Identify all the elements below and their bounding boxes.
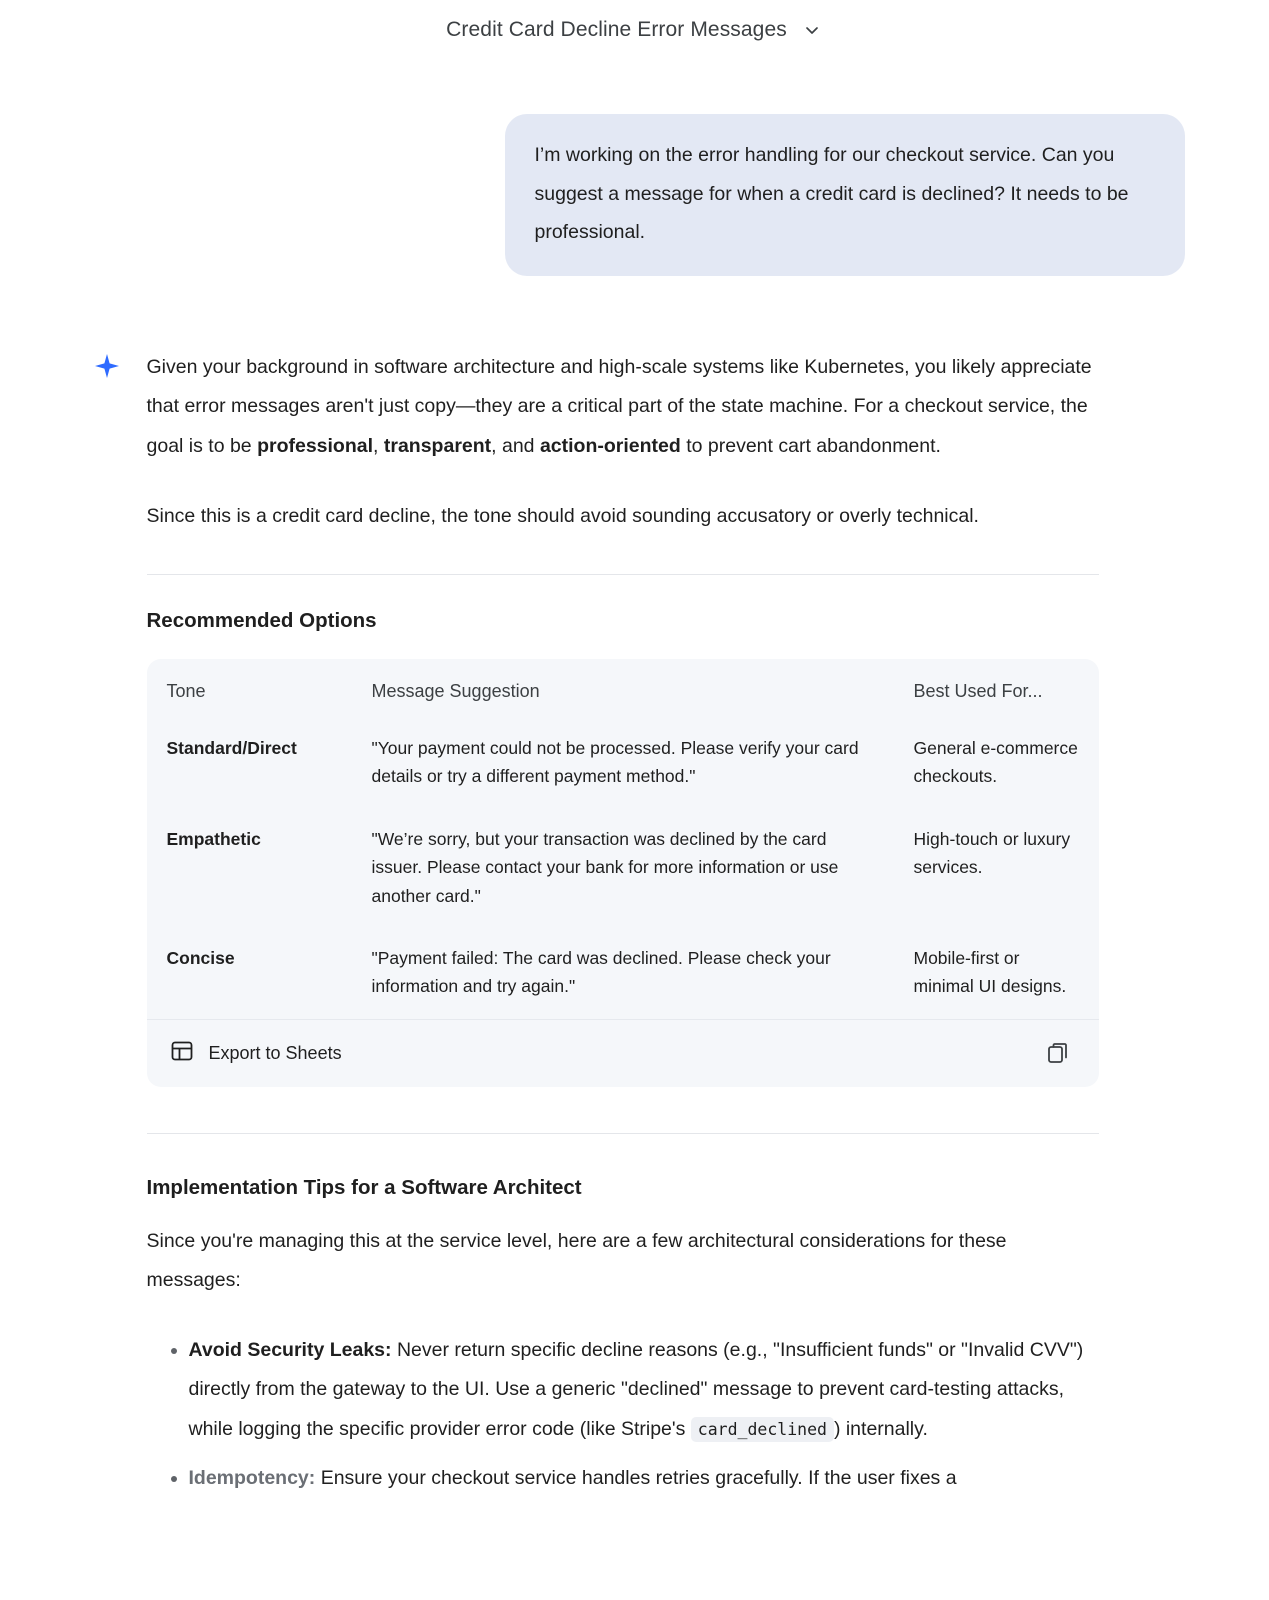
table-header-row xyxy=(147,659,1099,718)
cell-best-for: High-touch or luxury services. xyxy=(913,828,1071,878)
implementation-tips-list xyxy=(147,1331,1099,1499)
cell-best-for: Mobile-first or minimal UI designs. xyxy=(913,947,1067,997)
tip-label: Avoid Security Leaks: xyxy=(188,1338,392,1361)
options-table xyxy=(147,659,1099,1018)
table-row xyxy=(147,718,1099,809)
assistant-message-body xyxy=(129,348,1109,1519)
tip-text-before-code: Ensure your checkout service handles retries gracefully. If the user fixes a xyxy=(315,1467,957,1490)
bottom-clip xyxy=(147,1509,1099,1519)
cell-tone: Empathetic xyxy=(166,828,261,849)
tip-inline-code: card_declined xyxy=(691,1417,834,1442)
p1-part2: , xyxy=(373,434,384,457)
conversation xyxy=(85,114,1185,1559)
assistant-paragraph-1 xyxy=(147,348,1099,467)
cell-message: "We’re sorry, but your transaction was declined by the card issuer. Please contact your bank for more information or use another card." xyxy=(371,828,839,906)
table-footer xyxy=(147,1019,1099,1087)
column-header-best-used-for: Best Used For... xyxy=(913,681,1043,702)
implementation-tips-intro: Since you're managing this at the service level, here are a few architectural considerations for these messages: xyxy=(146,1229,1007,1292)
assistant-paragraph-2: Since this is a credit card decline, the tone should avoid sounding accusatory or overly technical. xyxy=(146,504,979,527)
cell-tone: Standard/Direct xyxy=(166,738,297,759)
user-message-bubble: I’m working on the error handling for our checkout service. Can you suggest a message for when a credit card is declined? It needs to be professional. xyxy=(505,114,1185,276)
assistant-message-row xyxy=(85,348,1185,1519)
user-message-row xyxy=(85,114,1185,276)
tip-text-after-code: ) internally. xyxy=(833,1417,928,1440)
implementation-tips-heading: Implementation Tips for a Software Architect xyxy=(146,1175,582,1199)
divider-above-options xyxy=(147,574,1099,575)
divider-below-options xyxy=(147,1133,1099,1134)
cell-message: "Your payment could not be processed. Please verify your card details or try a different payment method." xyxy=(371,738,859,787)
export-to-sheets-button[interactable] xyxy=(169,1038,342,1069)
p1-part4: to prevent cart abandonment. xyxy=(680,434,941,457)
p1-bold2: transparent xyxy=(383,434,492,457)
p1-part3: , and xyxy=(491,434,540,457)
p1-bold1: professional xyxy=(257,434,374,457)
chevron-down-icon[interactable] xyxy=(801,19,823,41)
copy-icon[interactable] xyxy=(1043,1038,1073,1068)
list-item xyxy=(189,1459,1099,1499)
options-table-card xyxy=(147,659,1099,1086)
table-row xyxy=(147,928,1099,1019)
table-row xyxy=(147,809,1099,928)
cell-tone: Concise xyxy=(166,947,235,968)
cell-best-for: General e-commerce checkouts. xyxy=(913,738,1078,787)
cell-message: "Payment failed: The card was declined. Please check your information and try again." xyxy=(371,947,831,997)
list-item xyxy=(189,1331,1099,1450)
sparkle-icon xyxy=(85,348,129,382)
recommended-options-heading: Recommended Options xyxy=(146,609,377,633)
chat-header xyxy=(0,0,1269,52)
p1-part1: Given your background in software architecture and high-scale systems like Kubernetes, you likely appreciate that error messages aren't just copy—they are a critical part of the state machine. For a checkout service, the goal is to be xyxy=(146,355,1092,457)
column-header-message: Message Suggestion xyxy=(371,681,540,702)
p1-bold3: action-oriented xyxy=(539,434,681,457)
sheets-grid-icon xyxy=(169,1038,195,1069)
page-title: Credit Card Decline Error Messages xyxy=(446,18,787,41)
export-to-sheets-label: Export to Sheets xyxy=(208,1042,342,1063)
tip-text-before-code: Never return specific decline reasons (e.g., "Insufficient funds" or "Invalid CVV") directly from the gateway to the UI. Use a generic "declined" message to prevent card-testing attacks, while logging the specific provider error code (like Stripe's xyxy=(188,1338,1084,1440)
column-header-tone: Tone xyxy=(166,681,206,702)
tip-label: Idempotency: xyxy=(188,1467,316,1490)
